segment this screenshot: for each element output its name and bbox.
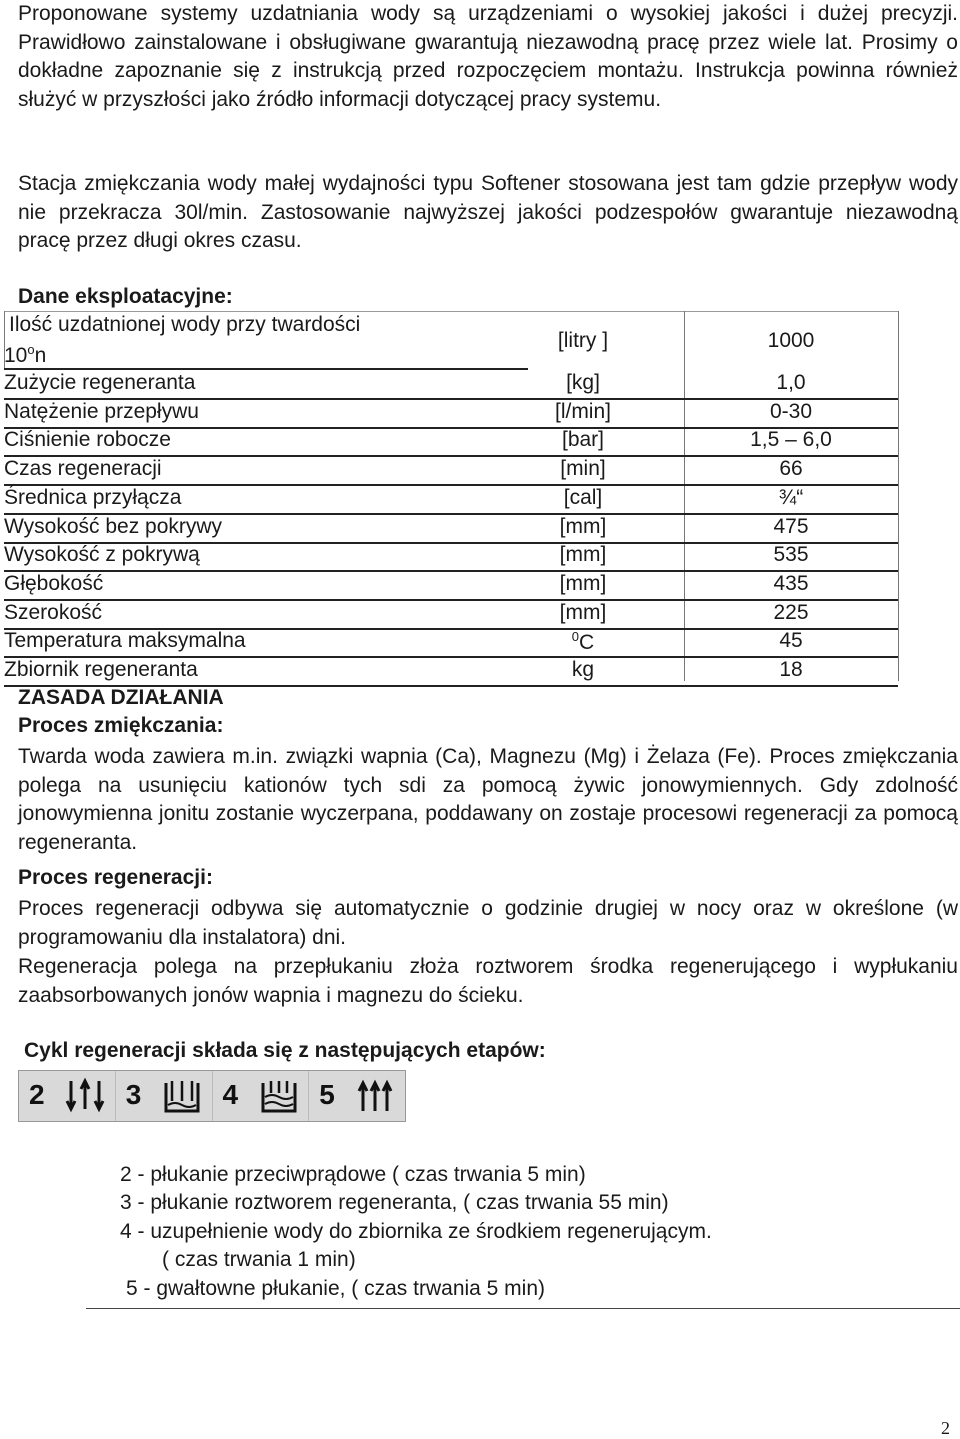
- step-number: 3: [125, 1079, 142, 1110]
- table-row: [4, 543, 898, 572]
- row-label: Zużycie regeneranta: [4, 371, 196, 394]
- row-unit-text: C: [579, 631, 595, 655]
- table-row: [4, 486, 898, 515]
- row-unit: [min]: [560, 457, 606, 481]
- row-value: 66: [779, 457, 803, 481]
- row-value: 535: [773, 543, 809, 567]
- row-label: Szerokość: [4, 600, 103, 624]
- row-label-line1: Ilość uzdatnionej wody przy twardości: [9, 313, 361, 336]
- row-unit: [l/min]: [554, 399, 611, 423]
- row-unit: kg: [571, 658, 595, 681]
- step-item: 2 - płukanie przeciwprądowe ( czas trwania 5 min): [120, 1163, 586, 1186]
- row-label: Głębokość: [4, 571, 104, 595]
- step-number: 4: [222, 1079, 239, 1110]
- table-row: [4, 658, 898, 687]
- row-unit: [bar]: [561, 428, 605, 452]
- row-unit: [mm]: [559, 600, 607, 624]
- cycle-heading: Cykl regeneracji składa się z następujących etapów:: [24, 1039, 546, 1062]
- principle-heading: ZASADA DZIAŁANIA: [18, 686, 224, 709]
- row-label: Natężenie przepływu: [4, 399, 199, 423]
- arrows-down-up-icon: [65, 1077, 105, 1120]
- footer-rule: [86, 1308, 960, 1309]
- regeneration-steps-strip: [18, 1070, 406, 1122]
- row-unit: [mm]: [559, 514, 607, 538]
- row-unit: [mm]: [559, 571, 607, 595]
- row-label: Ciśnienie robocze: [4, 428, 171, 452]
- step-item: ( czas trwania 1 min): [162, 1248, 356, 1271]
- row-value: 1,0: [776, 371, 806, 394]
- step-cell-5: [309, 1071, 405, 1121]
- row-label: Wysokość z pokrywą: [4, 543, 200, 567]
- row-value: 18: [779, 658, 803, 681]
- softening-paragraph: Twarda woda zawiera m.in. związki wapnia (Ca), Magnezu (Mg) i Żelaza (Fe). Proces zmiękczania polega na usunięciu kationów tych sdi za pomocą żywic jonowymiennych. Gdy zdolność jonowymienna jonitu zostanie wyczerpana, poddawany on zostaje procesowi regeneracji za pomocą regeneranta.: [18, 745, 958, 854]
- step-item: 3 - płukanie roztworem regeneranta, ( czas trwania 55 min): [120, 1191, 669, 1214]
- table-row: [4, 601, 898, 630]
- row-label: Zbiornik regeneranta: [4, 658, 198, 681]
- row-value: 475: [773, 514, 809, 538]
- row-value: 1,5 – 6,0: [750, 428, 832, 452]
- tank-fill-icon: [259, 1077, 299, 1120]
- step-cell-3: [116, 1071, 213, 1121]
- arrows-up-icon: [355, 1077, 395, 1120]
- step-cell-2: [19, 1071, 116, 1121]
- row-label-line2: 10$^o$n: [4, 342, 47, 367]
- regeneration-paragraph-2: Regeneracja polega na przepłukaniu złoża roztworem środka regenerującego i wypłukaniu zaabsorbowanych jonów wapnia i magnezu do ścieku.: [18, 955, 958, 1007]
- table-row: [4, 629, 898, 658]
- operating-data-heading: Dane eksploatacyjne:: [18, 285, 233, 308]
- intro-paragraph: Proponowane systemy uzdatniania wody są urządzeniami o wysokiej jakości i dużej precyzji. Prawidłowo zainstalowane i obsługiwane gwarantują niezawodną pracę przez wiele lat. Prosimy o dokładne zapoznanie się z instrukcją przed rozpoczęciem montażu. Instrukcja powinna również służyć w przyszłości jako źródło informacji dotyczącej pracy systemu.: [18, 2, 958, 111]
- row-value: 1000: [767, 329, 815, 352]
- row-label: Wysokość bez pokrywy: [4, 514, 223, 538]
- table-right-border: [898, 311, 899, 681]
- table-row: [4, 572, 898, 601]
- table-row: [4, 371, 898, 400]
- regeneration-heading: Proces regeneracji:: [18, 866, 213, 889]
- table-row: [4, 428, 898, 457]
- row-value: 435: [773, 571, 809, 595]
- row-unit-sup: 0: [571, 629, 580, 645]
- row-value: 0-30: [769, 399, 813, 423]
- table-row: [4, 515, 898, 544]
- row-label: Czas regeneracji: [4, 457, 162, 481]
- step-item: 5 - gwałtowne płukanie, ( czas trwania 5 min): [126, 1277, 546, 1300]
- row-unit: [cal]: [563, 485, 603, 509]
- table-row-first: [4, 311, 898, 371]
- row-unit: [mm]: [559, 543, 607, 567]
- row-label: Średnica przyłącza: [4, 485, 182, 509]
- table-row: [4, 400, 898, 429]
- row-value: ¾“: [778, 485, 804, 509]
- row-value: 45: [779, 629, 803, 653]
- step-cell-4: [213, 1071, 310, 1121]
- row-unit: [529, 629, 637, 655]
- softening-heading: Proces zmiękczania:: [18, 714, 224, 737]
- table-row: [4, 457, 898, 486]
- row-label: Temperatura maksymalna: [4, 629, 246, 653]
- tank-brine-icon: [162, 1077, 202, 1120]
- row-underline: [4, 368, 528, 370]
- step-number: 5: [319, 1079, 335, 1110]
- page-number: 2: [941, 1418, 950, 1438]
- row-unit: [litry ]: [557, 329, 609, 352]
- step-item: 4 - uzupełnienie wody do zbiornika ze środkiem regenerującym.: [120, 1220, 712, 1243]
- row-unit: [kg]: [566, 371, 600, 394]
- step-number: 2: [29, 1079, 45, 1110]
- description-paragraph: Stacja zmiękczania wody małej wydajności typu Softener stosowana jest tam gdzie przepływ wody nie przekracza 30l/min. Zastosowanie najwyższej jakości podzespołów gwarantuje niezawodną pracę przez długi okres czasu.: [18, 172, 958, 253]
- row-value: 225: [773, 600, 809, 624]
- regeneration-paragraph-1: Proces regeneracji odbywa się automatycznie o godzinie drugiej w nocy oraz w określone (w programowaniu dla instalatora) dni.: [18, 897, 958, 949]
